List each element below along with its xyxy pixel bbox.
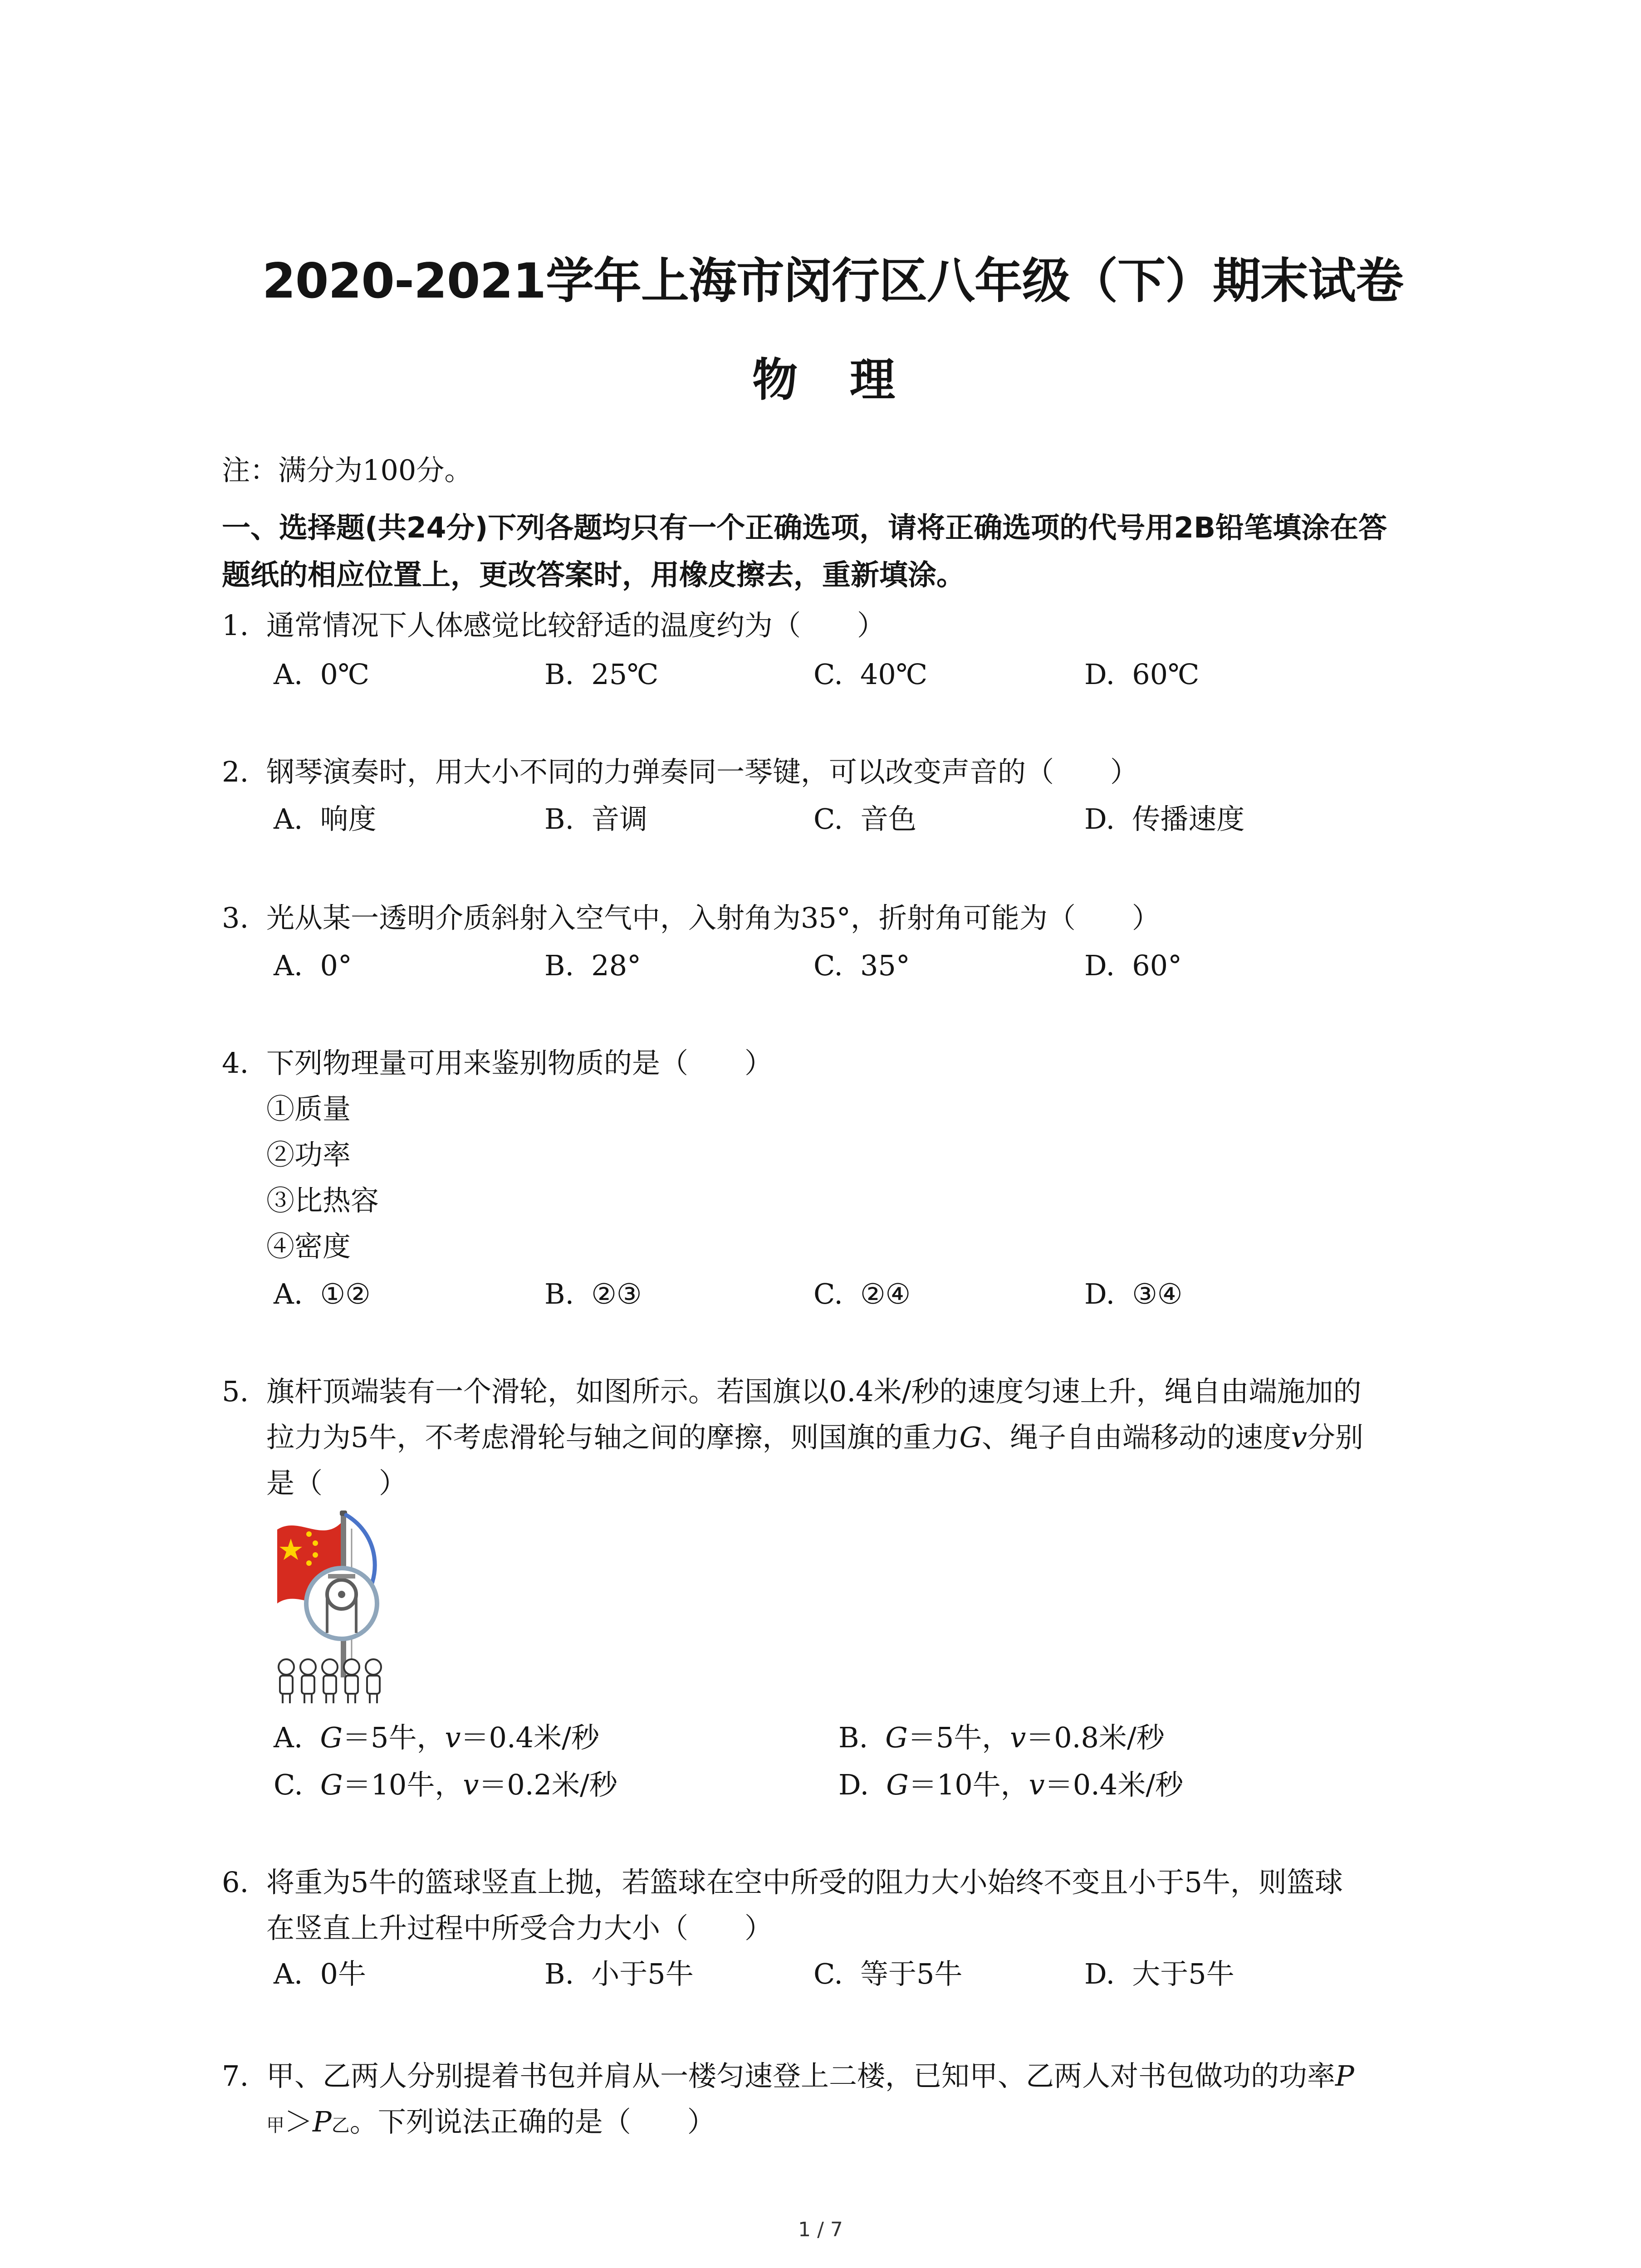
q2-option-b xyxy=(544,804,647,835)
option-text: 大于5牛 xyxy=(1132,1957,1234,1990)
option-label: B. xyxy=(838,1721,868,1754)
option-value: ＝0.4米/秒 xyxy=(1044,1768,1184,1801)
question-number: 1. xyxy=(222,609,249,642)
q6-option-d xyxy=(1084,1959,1234,1989)
option-label: B. xyxy=(544,658,574,691)
question-5-stem-line-2 xyxy=(266,1422,1363,1453)
question-number: 2. xyxy=(222,755,249,788)
question-number: 6. xyxy=(222,1866,249,1899)
q1-option-a xyxy=(274,659,369,690)
option-label: C. xyxy=(813,1277,843,1310)
option-text: 40℃ xyxy=(860,658,928,691)
option-text: 响度 xyxy=(320,802,377,836)
q6-option-c xyxy=(813,1959,962,1989)
q4-item-3: ③比热容 xyxy=(266,1184,379,1217)
q5-option-b xyxy=(838,1722,1165,1753)
symbol-gravity: G xyxy=(320,1768,343,1801)
section-header-line-2: 题纸的相应位置上，更改答案时，用橡皮擦去，重新填涂。 xyxy=(222,558,965,591)
symbol-power: P xyxy=(313,2105,332,2138)
option-value: ＝5牛， xyxy=(343,1721,445,1754)
option-label: C. xyxy=(274,1768,303,1801)
option-label: C. xyxy=(813,802,843,836)
option-label: C. xyxy=(813,658,843,691)
option-label: D. xyxy=(1084,802,1115,836)
symbol-velocity: v xyxy=(1010,1721,1026,1754)
q3-option-c xyxy=(813,950,910,981)
page-number: 1 / 7 xyxy=(798,2218,843,2241)
q4-item-1: ①质量 xyxy=(266,1092,351,1125)
option-text: 0° xyxy=(320,949,352,982)
q4-option-c xyxy=(813,1279,911,1310)
q5-option-a xyxy=(274,1722,599,1753)
exam-subject: 物 理 xyxy=(752,353,913,406)
option-label: D. xyxy=(838,1768,869,1801)
score-note: 注：满分为100分。 xyxy=(222,454,473,487)
option-text: 0℃ xyxy=(320,658,370,691)
symbol-velocity: v xyxy=(463,1768,479,1801)
option-text: 0牛 xyxy=(320,1957,366,1990)
subscript-jia: 甲 xyxy=(266,2115,284,2136)
people-group xyxy=(279,1659,381,1703)
greater-than-sign: ＞ xyxy=(284,2105,313,2138)
option-value: ＝10牛， xyxy=(908,1768,1029,1801)
q6-option-b xyxy=(544,1959,694,1989)
symbol-velocity: v xyxy=(1291,1421,1308,1454)
pulley-magnifier xyxy=(306,1568,377,1639)
option-label: A. xyxy=(274,1277,303,1310)
section-header-line-1: 一、选择题(共24分)下列各题均只有一个正确选项，请将正确选项的代号用2B铅笔填涂在答 xyxy=(222,511,1387,544)
q4-option-b xyxy=(544,1279,642,1310)
q4-option-d xyxy=(1084,1279,1182,1310)
symbol-gravity: G xyxy=(886,1768,909,1801)
option-text: 音调 xyxy=(591,802,648,836)
option-value: ＝0.8米/秒 xyxy=(1026,1721,1165,1754)
q2-option-c xyxy=(813,804,916,835)
question-text: 将重为5牛的篮球竖直上抛，若篮球在空中所受的阻力大小始终不变且小于5牛，则篮球 xyxy=(266,1866,1343,1899)
question-6-stem-line-2: 在竖直上升过程中所受合力大小（ ） xyxy=(266,1911,773,1945)
q6-option-a xyxy=(274,1959,366,1989)
question-number: 4. xyxy=(222,1046,249,1080)
option-label: C. xyxy=(813,1957,843,1990)
option-text: 60℃ xyxy=(1132,658,1200,691)
option-label: B. xyxy=(544,949,574,982)
question-7-stem-line-1 xyxy=(222,2061,1354,2092)
q1-option-d xyxy=(1084,659,1199,690)
symbol-velocity: v xyxy=(445,1721,461,1754)
question-text: 。下列说法正确的是（ ） xyxy=(349,2105,715,2138)
question-2-stem xyxy=(222,757,1138,787)
q3-option-d xyxy=(1084,950,1182,981)
option-label: B. xyxy=(544,1277,574,1310)
question-number: 3. xyxy=(222,901,249,934)
option-label: C. xyxy=(813,949,843,982)
question-5-stem-line-1 xyxy=(222,1376,1362,1407)
option-label: B. xyxy=(544,802,574,836)
exam-title: 2020-2021学年上海市闵行区八年级（下）期末试卷 xyxy=(262,253,1404,309)
option-value: ＝10牛， xyxy=(343,1768,463,1801)
option-text: 音色 xyxy=(860,802,916,836)
symbol-gravity: G xyxy=(885,1721,908,1754)
option-text: 28° xyxy=(591,949,642,982)
option-text: 25℃ xyxy=(591,658,659,691)
option-text: ①② xyxy=(320,1277,371,1310)
option-text: 小于5牛 xyxy=(591,1957,694,1990)
q5-option-c xyxy=(274,1769,617,1800)
option-label: A. xyxy=(274,1957,303,1990)
question-text: 拉力为5牛，不考虑滑轮与轴之间的摩擦，则国旗的重力 xyxy=(266,1421,960,1454)
q3-option-a xyxy=(274,950,352,981)
question-text: 光从某一透明介质斜射入空气中，入射角为35°，折射角可能为（ ） xyxy=(266,901,1160,934)
q4-item-2: ②功率 xyxy=(266,1138,351,1171)
q2-option-d xyxy=(1084,804,1244,835)
option-label: D. xyxy=(1084,949,1115,982)
q5-option-d xyxy=(838,1769,1183,1800)
option-value: ＝0.2米/秒 xyxy=(479,1768,617,1801)
option-label: D. xyxy=(1084,1957,1115,1990)
question-5-stem-line-3: 是（ ） xyxy=(266,1466,407,1500)
question-1-stem xyxy=(222,610,885,641)
option-value: ＝0.4米/秒 xyxy=(460,1721,599,1754)
question-4-stem xyxy=(222,1048,773,1079)
option-label: D. xyxy=(1084,1277,1115,1310)
symbol-power: P xyxy=(1335,2059,1354,2092)
symbol-gravity: G xyxy=(959,1421,982,1454)
q1-option-b xyxy=(544,659,659,690)
option-label: B. xyxy=(544,1957,574,1990)
option-label: A. xyxy=(274,949,303,982)
q4-item-4: ④密度 xyxy=(266,1230,351,1263)
question-text: 分别 xyxy=(1307,1421,1364,1454)
question-3-stem xyxy=(222,903,1160,934)
subscript-yi: 乙 xyxy=(331,2115,350,2136)
option-text: 等于5牛 xyxy=(860,1957,963,1990)
symbol-velocity: v xyxy=(1029,1768,1045,1801)
question-number: 5. xyxy=(222,1375,249,1408)
question-7-stem-line-2 xyxy=(266,2107,715,2137)
q2-option-a xyxy=(274,804,377,835)
option-text: 35° xyxy=(860,949,910,982)
question-6-stem-line-1 xyxy=(222,1867,1343,1898)
question-text: 甲、乙两人分别提着书包并肩从一楼匀速登上二楼，已知甲、乙两人对书包做功的功率 xyxy=(266,2059,1336,2092)
flag-pulley-figure xyxy=(274,1510,396,1706)
option-label: A. xyxy=(274,1721,303,1754)
question-text: 钢琴演奏时，用大小不同的力弹奏同一琴键，可以改变声音的（ ） xyxy=(266,755,1139,788)
question-text: 通常情况下人体感觉比较舒适的温度约为（ ） xyxy=(266,609,886,642)
option-label: A. xyxy=(274,658,303,691)
option-text: 60° xyxy=(1132,949,1182,982)
option-text: ②④ xyxy=(860,1277,911,1310)
option-text: 传播速度 xyxy=(1132,802,1245,836)
option-label: D. xyxy=(1084,658,1115,691)
q3-option-b xyxy=(544,950,641,981)
option-value: ＝5牛， xyxy=(907,1721,1010,1754)
q4-option-a xyxy=(274,1279,371,1310)
question-number: 7. xyxy=(222,2059,249,2092)
option-label: A. xyxy=(274,802,303,836)
question-text: 旗杆顶端装有一个滑轮，如图所示。若国旗以0.4米/秒的速度匀速上升，绳自由端施加的 xyxy=(266,1375,1362,1408)
question-text: 、绳子自由端移动的速度 xyxy=(981,1421,1291,1454)
question-text: 下列物理量可用来鉴别物质的是（ ） xyxy=(266,1046,773,1080)
symbol-gravity: G xyxy=(320,1721,343,1754)
option-text: ②③ xyxy=(591,1277,642,1310)
q1-option-c xyxy=(813,659,927,690)
option-text: ③④ xyxy=(1132,1277,1183,1310)
